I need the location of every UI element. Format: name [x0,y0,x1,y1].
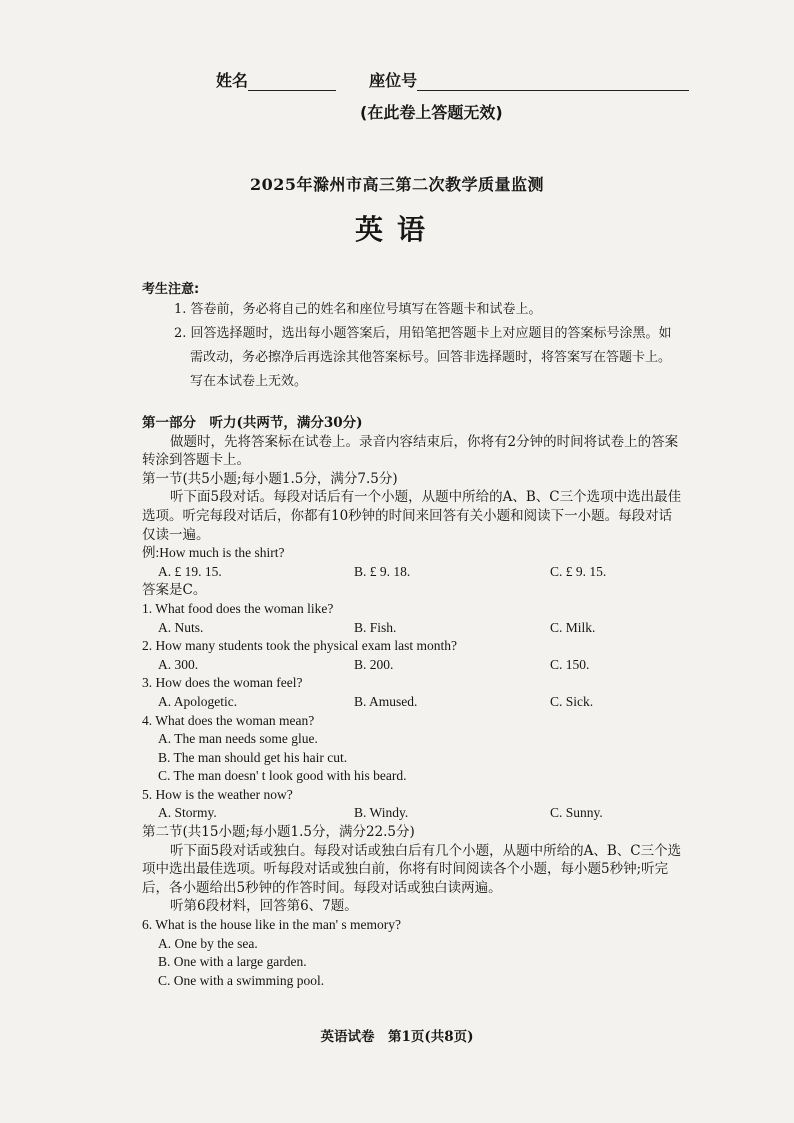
part1-instruction-line-1: 做题时，先将答案标在试卷上。录音内容结束后，你将有2分钟的时间将试卷上的答案 [170,433,679,450]
option-a: A. £ 19. 15. [158,563,222,579]
seat-label: 座位号 [369,71,418,90]
notice: (在此卷上答题无效) [360,103,503,122]
section2-instruction-line-2: 项中选出最佳选项。听每段对话或独白前，你将有时间阅读各个小题，每小题5秒钟;听完 [142,861,669,878]
option-a: A. One by the sea. [158,935,258,951]
exam-title: 2025年滁州市高三第二次教学质量监测 [249,175,545,194]
seat-blank[interactable] [417,74,689,91]
candidate-info-line [216,68,689,91]
listening-part [142,414,770,990]
part1-heading: 第一部分 听力(共两节，满分30分) [142,415,363,431]
option-c: C. Milk. [550,619,596,635]
note-item-1: 1. 答卷前，务必将自己的姓名和座位号填写在答题卡和试卷上。 [174,302,542,317]
option-b: B. £ 9. 18. [354,563,411,579]
option-a: A. Nuts. [158,619,204,635]
question-2-options [142,656,770,675]
section2-heading: 第二节(共15小题;每小题1.5分，满分22.5分) [142,824,415,841]
question-6: 6. What is the house like in the man' s memory? [142,917,402,933]
section2-instruction-line-3: 后，各小题给出5秒钟的作答时间。每段对话或独白读两遍。 [142,879,502,896]
note-item-2-line-1: 2. 回答选择题时，选出每小题答案后，用铅笔把答题卡上对应题目的答案标号涂黑。如 [174,326,672,341]
part1-instruction-line-2: 转涂到答题卡上。 [142,452,250,469]
option-b: B. Windy. [354,805,409,821]
note-item-2-line-2: 需改动，务必擦净后再选涂其他答案标号。回答非选择题时，将答案写在答题卡上。 [190,350,672,365]
option-a: A. 300. [158,656,199,672]
section2-instruction-line-1: 听下面5段对话或独白。每段对话或独白后有几个小题，从题中所给的A、B、C三个选 [170,842,682,859]
subject-title: 英语 [354,213,439,246]
question-1: 1. What food does the woman like? [142,600,334,616]
question-1-options [142,619,770,638]
section1-instruction-line-3: 仅读一遍。 [142,526,210,543]
question-4: 4. What does the woman mean? [142,712,315,728]
option-b: B. Fish. [354,619,397,635]
option-c: C. One with a swimming pool. [158,972,325,988]
option-b: B. One with a large garden. [158,954,307,970]
option-c: C. Sick. [550,693,594,709]
option-a: A. The man needs some glue. [158,731,318,747]
page-footer: 英语试卷 第1页(共8页) [320,1029,474,1045]
example-question: 例:How much is the shirt? [142,545,285,561]
option-c: C. 150. [550,656,590,672]
question-3: 3. How does the woman feel? [142,675,303,691]
option-c: C. The man doesn' t look good with his beard. [158,768,407,784]
notes-heading: 考生注意: [142,282,200,297]
name-label: 姓名 [216,71,249,90]
question-5: 5. How is the weather now? [142,786,293,802]
option-c: C. £ 9. 15. [550,563,607,579]
section1-instruction-line-1: 听下面5段对话。每段对话后有一个小题，从题中所给的A、B、C三个选项中选出最佳 [170,489,682,506]
option-b: B. The man should get his hair cut. [158,749,348,765]
question-3-options [142,693,770,712]
option-b: B. Amused. [354,693,418,709]
option-a: A. Stormy. [158,805,217,821]
section1-heading: 第一节(共5小题;每小题1.5分，满分7.5分) [142,470,398,487]
example-answer: 答案是C。 [142,582,207,599]
question-2: 2. How many students took the physical exam last month? [142,638,457,654]
material-instruction: 听第6段材料，回答第6、7题。 [170,898,358,915]
option-c: C. Sunny. [550,805,603,821]
question-5-options [142,804,770,823]
example-options [142,563,770,582]
name-blank[interactable] [248,74,336,91]
section1-instruction-line-2: 选项。听完每段对话后，你都有10秒钟的时间来回答有关小题和阅读下一小题。每段对话 [142,507,673,524]
option-a: A. Apologetic. [158,693,238,709]
note-item-2-line-3: 写在本试卷上无效。 [190,374,308,389]
option-b: B. 200. [354,656,394,672]
candidate-notes [174,298,770,394]
